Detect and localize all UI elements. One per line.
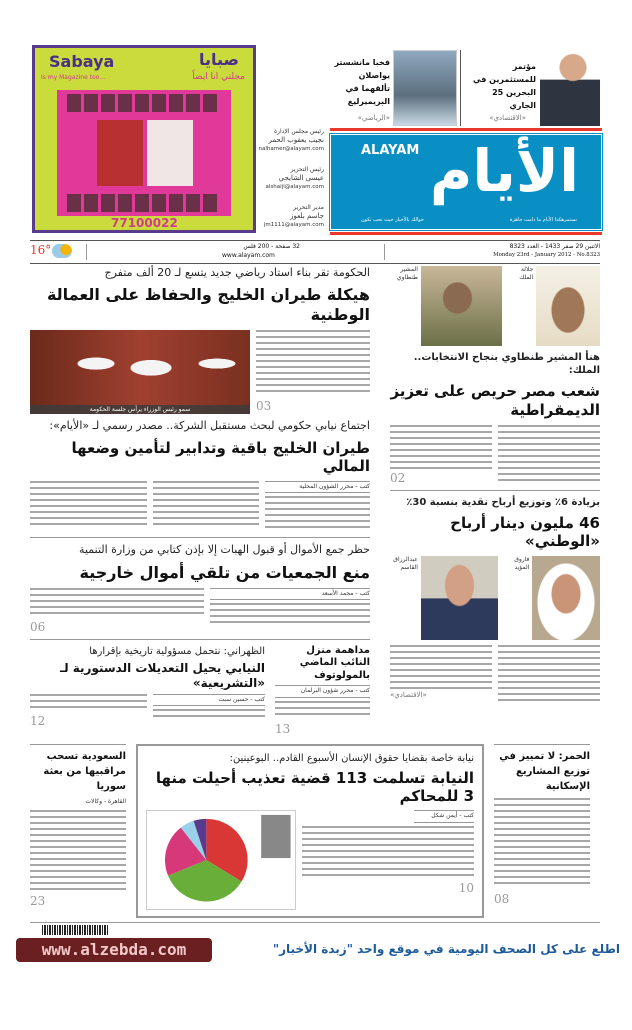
cabinet-photo [30,330,250,414]
gulfair-kicker: الحكومة تقر بناء استاد رياضي جديد يتسع لـ 20 ألف متفرج [104,266,370,279]
editors-box [258,128,324,230]
torture-byline: كتب - أيمن شكل [414,810,474,822]
ad-brand-ar: صبايا [198,50,239,69]
sabaya-ad[interactable] [32,45,256,233]
qassim-photo [421,556,499,640]
middle-section [30,266,600,736]
saudi-page: 23 [30,894,46,909]
date-arabic: الاثنين 29 صفر 1433 - العدد 8323 [509,243,600,250]
editor-3: مدير التحرير جاسم بلعوز jm1111@alayam.com [263,203,324,228]
teaser-sport-photo [393,50,457,126]
ahli-body-2 [390,645,492,689]
gulfair2-body-3 [30,481,147,529]
societies-page: 06 [30,619,46,634]
saudi-headline[interactable]: السعودية تسحب مراقبيها من بعثة سوريا [43,750,126,792]
king-caption: جلالة الملك [519,266,534,282]
molotov-body [275,701,370,719]
king-kicker: هنأ المشير طنطاوي بنجاح الانتخابات.. الملك: [413,352,600,376]
societies-headline[interactable]: منع الجمعيات من تلقي أموال خارجية [79,562,370,582]
amend-page: 12 [30,713,46,728]
masthead-latin: ALAYAM [361,143,420,158]
tantawi-caption: المشير طنطاوي [396,266,418,282]
teaser-economy-photo [540,48,600,126]
teaser-economy-section: «الاقتصادي» [489,114,526,122]
amend-headline[interactable]: النيابي يحيل التعديلات الدستورية لـ «التشريعية» [59,660,265,690]
ad-phone: 77100022 [111,216,178,230]
amend-kicker: الظهراني: نتحمل مسؤولية تاريخية بإقرارها [89,645,265,657]
gulfair2-byline: كتب - محرر الشؤون المحلية [265,481,370,493]
gulfair2-headline[interactable]: طيران الخليج باقية وتدابير لتأمين وضعها المالي [71,438,370,476]
ahli-headline[interactable]: 46 مليون دينار أرباح «الوطني» [450,513,600,551]
right-column [390,266,600,705]
ahli-kicker: بزيادة 6٪ وتوزيع أرباح نقدية بنسبة 30٪ [406,496,600,508]
cabinet-photo-caption: سمو رئيس الوزراء يرأس جلسة الحكومة [30,405,250,414]
ad-covers [57,90,231,216]
teaser-economy[interactable]: مؤتمر للمستثمرين في البحرين 25 الجاري [473,62,536,110]
editor-2: رئيس التحرير عيسى الشايجي alshaiji@alayam.com [265,165,324,191]
saudi-story [30,744,126,919]
mouayed-caption: فاروق المؤيد [514,556,530,572]
torture-headline[interactable]: النيابة تسلمت 113 قضية تعذيب أحيلت منها 3 للمحاكم [155,768,474,806]
ad-tagline-en: Is my Magazine too... [41,74,105,81]
ahli-section: «الاقتصادي» [390,691,427,699]
gulfair-headline[interactable]: هيكلة طيران الخليج والحفاظ على العمالة الوطنية [46,285,370,325]
ad-brand: Sabaya [49,52,115,71]
molotov-headline[interactable]: مداهمة منزل النائب الماضي بالمولوتوف [299,644,370,681]
masthead[interactable] [330,134,602,230]
torture-body [302,826,474,878]
king-body-2 [390,425,492,469]
housing-page: 08 [494,891,510,906]
amend-body [153,709,265,721]
housing-headline[interactable]: الحمر: لا تمييز في توزيع المشاريع الإسكانية [499,750,590,792]
amend-body-2 [30,694,147,712]
alzebda-promo[interactable]: اطلع على كل الصحف اليومية في موقع واحد "زبدة الأخبار" [272,942,620,957]
torture-box [136,744,484,919]
editor-1: رئيس مجلس الإدارة نجيب يعقوب الحمر nalhamer@alayam.com [258,128,324,153]
bottom-section [30,744,600,919]
tantawi-photo [421,266,503,346]
weather-icon [52,244,72,258]
barcode [42,925,108,935]
societies-kicker: حظر جمع الأموال أو قبول الهبات إلا بإذن كتابي من وزارة التنمية [79,543,370,557]
torture-kicker: نيابة خاصة بقضايا حقوق الإنسان الأسبوع القادم.. البوعينين: [229,752,474,764]
ad-tagline-ar: مجلتي انا ايضاً [192,72,245,82]
torture-page: 10 [458,880,474,895]
date-english: Monday 23rd - January 2012 - No.8323 [493,252,600,258]
temperature: 16° [30,243,52,257]
teaser-sport[interactable]: فخبا مانشستر يواصلان تألقهما في البريميرليغ [334,58,390,106]
societies-byline: كتب - محمد الأسعد [210,588,370,600]
housing-story [494,744,590,919]
housing-body [494,798,590,888]
molotov-byline: كتب - محرر شؤون البرلمان [275,685,370,697]
gulfair2-kicker: اجتماع نيابي حكومي لبحث مستقبل الشركة.. مصدر رسمي لـ «الأيام»: [49,419,370,433]
website[interactable]: www.alayam.com [222,252,275,259]
mouayed-photo [532,556,600,640]
gulfair-page: 03 [256,399,272,414]
masthead-slogan-right: نستمرهكذا الأيام ما دامت جاهزة [509,217,577,223]
alzebda-url[interactable]: www.alzebda.com [16,938,212,962]
header [0,0,632,266]
king-headline[interactable]: شعب مصر حريص على تعزيز الديمقراطية [390,382,600,419]
gulfair2-body-2 [153,481,259,529]
main-column [30,266,370,736]
pages-price: 32 صفحة - 200 فلس [243,243,300,250]
saudi-body [30,810,126,890]
bottom-banner [16,938,620,962]
king-page: 02 [390,470,406,485]
masthead-arabic-logo: الأيام [429,137,579,205]
ahli-body [498,645,600,705]
molotov-page: 13 [275,721,291,736]
gulfair-body [256,330,370,394]
gulfair2-body [265,496,370,532]
pie-graphic [147,811,295,909]
societies-body [210,603,370,627]
saudi-dateline: القاهرة - وكالات [85,797,126,805]
masthead-slogan-left: حوالك بالأخبار حيث تحب تكون [361,217,424,223]
qassim-caption: عبدالرزاق القاسم [393,556,418,572]
king-body [498,425,600,485]
king-photo [536,266,600,346]
cases-pie-chart [146,810,296,910]
amend-byline: كتب - حسين سبت [153,694,265,706]
teaser-sport-section: «الرياضي» [357,114,390,122]
societies-body-2 [30,588,204,618]
